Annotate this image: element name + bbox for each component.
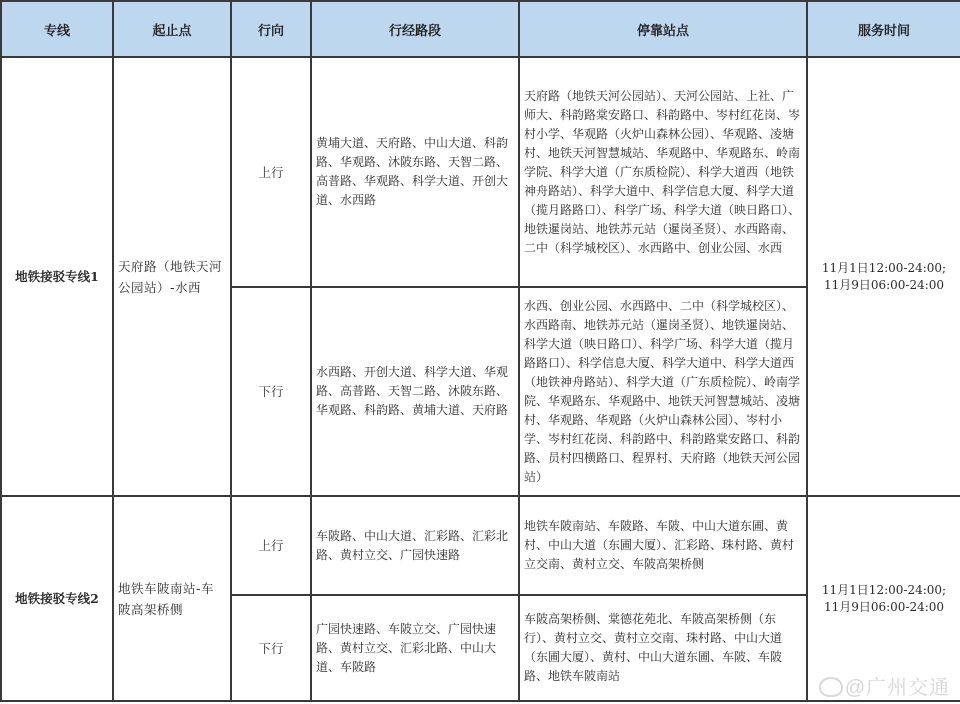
direction-up: 上行: [231, 57, 311, 287]
header-line: 专线: [1, 1, 113, 57]
header-direction: 行向: [231, 1, 311, 57]
line-endpoints: 地铁车陂南站-车陂高架桥侧: [113, 496, 231, 701]
direction-down: 下行: [231, 595, 311, 701]
service-time-line-1: 11月1日12:00-24:00;: [821, 582, 947, 597]
table-row: [1, 496, 960, 595]
header-endpoints: 起止点: [113, 1, 231, 57]
header-route: 行经路段: [311, 1, 519, 57]
table-row: [1, 57, 960, 287]
header-service-time: 服务时间: [807, 1, 960, 57]
stop-list: 车陂高架桥侧、棠德花苑北、车陂高架桥侧（东行）、黄村立交、黄村立交南、珠村路、中山大道（东圃大厦）、黄村、中山大道东圃、车陂、车陂路、地铁车陂南站: [519, 595, 807, 701]
route-segments: 水西路、开创大道、科学大道、华观路、高普路、天智二路、沐陂东路、华观路、科韵路、黄埔大道、天府路: [311, 287, 519, 496]
route-segments: 黄埔大道、天府路、中山大道、科韵路、华观路、沐陂东路、天智二路、高普路、华观路、科学大道、开创大道、水西路: [311, 57, 519, 287]
stop-list: 地铁车陂南站、车陂路、车陂、中山大道东圃、黄村、中山大道（东圃大厦）、汇彩路、珠村路、黄村立交南、黄村立交、车陂高架桥侧: [519, 496, 807, 595]
route-segments: 广园快速路、车陂立交、广园快速路、黄村立交、汇彩北路、中山大道、车陂路: [311, 595, 519, 701]
route-segments: 车陂路、中山大道、汇彩路、汇彩北路、黄村立交、广园快速路: [311, 496, 519, 595]
direction-up: 上行: [231, 496, 311, 595]
direction-down: 下行: [231, 287, 311, 496]
service-time: [807, 57, 960, 496]
service-time: [807, 496, 960, 701]
line-name: 地铁接驳专线1: [1, 57, 113, 496]
stop-list: 水西、创业公园、水西路中、二中（科学城校区）、水西路南、地铁苏元站（暹岗圣贤）、地铁暹岗站、科学大道（映日路口）、科学广场、科学大道（揽月路路口）、科学信息大厦、科学大道中、科学大道西（地铁神舟路站）、科学大道（广东质检院）、岭南学院、华观路东、华观路中、地铁天河智慧城站、凌塘村、华观路、华观路（火炉山森林公园）、岑村小学、岑村红花岗、科韵路中、科韵路棠安路口、科韵路、员村四横路口、程界村、天府路（地铁天河公园站）: [519, 287, 807, 496]
line-name: 地铁接驳专线2: [1, 496, 113, 701]
header-row: [1, 1, 960, 57]
service-time-line-2: 11月9日06:00-24:00: [823, 599, 945, 614]
service-time-line-1: 11月1日12:00-24:00;: [821, 260, 947, 275]
line-endpoints: 天府路（地铁天河公园站）-水西: [113, 57, 231, 496]
service-time-line-2: 11月9日06:00-24:00: [823, 277, 945, 292]
watermark-text: @广州交通: [844, 677, 950, 699]
header-stops: 停靠站点: [519, 1, 807, 57]
stop-list: 天府路（地铁天河公园站）、天河公园站、上社、广师大、科韵路棠安路口、科韵路中、岑村红花岗、岑村小学、华观路（火炉山森林公园）、华观路、凌塘村、地铁天河智慧城站、华观路中、华观路东、岭南学院、科学大道（广东质检院）、科学大道西（地铁神舟路站）、科学大道中、科学信息大厦、科学大道（揽月路路口）、科学广场、科学大道（映日路口）、地铁暹岗站、地铁苏元站（暹岗圣贤）、水西路南、二中（科学城校区）、水西路中、创业公园、水西: [519, 57, 807, 287]
